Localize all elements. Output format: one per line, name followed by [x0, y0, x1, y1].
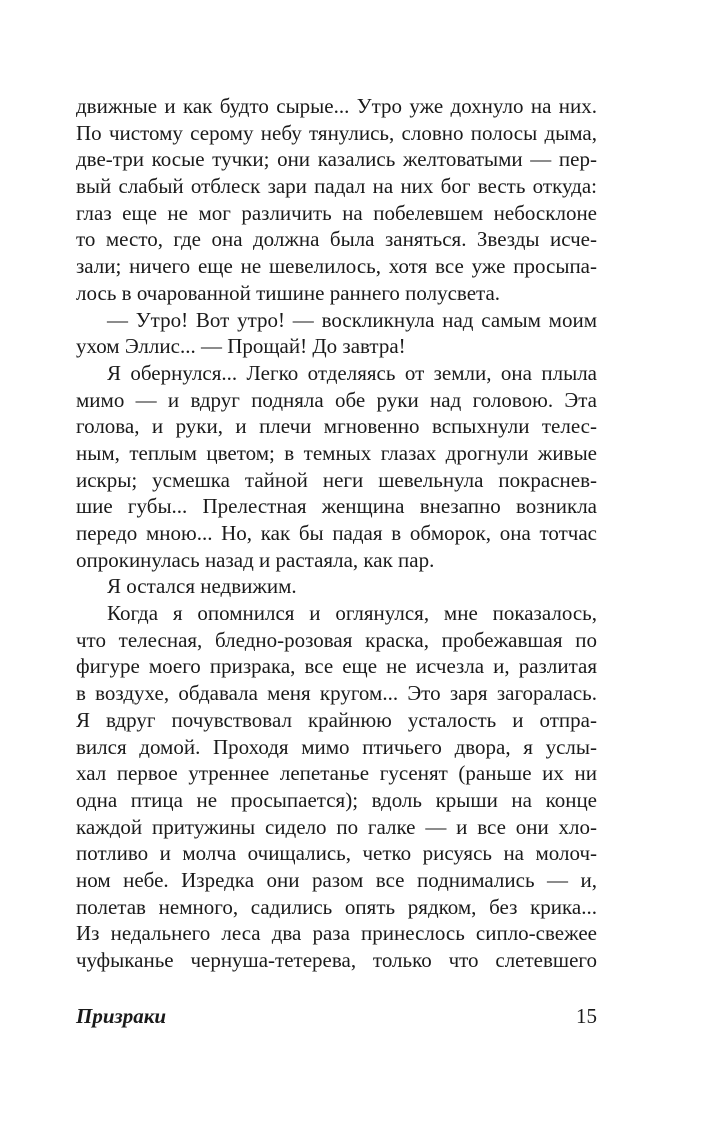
text-line: полетав немного, садились опять рядком, без крика... — [76, 894, 597, 919]
text-line: вился домой. Проходя мимо птичьего двора, я услы- — [76, 734, 597, 759]
text-line: каждой притужины сидело по галке — и все они хло- — [76, 814, 597, 839]
text-line: в воздухе, обдавала меня кругом... Это заря загоралась. — [76, 681, 597, 706]
page-footer — [76, 1004, 597, 1029]
text-line: Когда я опомнился и оглянулся, мне показалось, — [107, 601, 597, 626]
text-line: лось в очарованной тишине раннего полусвета. — [76, 280, 501, 305]
text-line: то место, где она должна была заняться. Звезды исче- — [76, 227, 597, 252]
text-line: шие губы... Прелестная женщина внезапно возникла — [76, 494, 597, 519]
text-line: ном небе. Изредка они разом все поднимались — и, — [76, 867, 597, 892]
text-line: две-три косые тучки; они казались желтоватыми — пер- — [76, 147, 597, 172]
page-number: 15 — [576, 1004, 597, 1028]
text-line: По чистому серому небу тянулись, словно полосы дыма, — [76, 120, 597, 145]
text-line: фигуре моего призрака, все еще не исчезла и, разлитая — [76, 654, 597, 679]
text-line: вый слабый отблеск зари падал на них бог весть откуда: — [76, 174, 597, 199]
text-line: передо мною... Но, как бы падая в обморок, она тотчас — [76, 521, 597, 545]
text-line: Я вдруг почувствовал крайнюю усталость и отпра- — [76, 707, 597, 732]
text-line: ухом Эллис... — Прощай! До завтра! — [76, 334, 406, 359]
text-line: движные и как будто сырые... Утро уже дохнуло на них. — [76, 94, 597, 118]
text-line: глаз еще не мог различить на побелевшем небосклоне — [76, 200, 597, 225]
text-line: голова, и руки, и плечи мгновенно вспыхнули телес- — [76, 414, 597, 439]
body-text — [76, 93, 597, 974]
text-line: мимо — и вдруг подняла обе руки над головою. Эта — [76, 387, 597, 412]
text-line: — Утро! Вот утро! — воскликнула над самым моим — [107, 307, 597, 332]
text-line: хал первое утреннее лепетанье гусенят (раньше их ни — [76, 761, 597, 786]
text-line: потливо и молча очищались, четко рисуясь на молоч- — [76, 841, 597, 866]
text-line: зали; ничего еще не шевелилось, хотя все уже просыпа- — [76, 254, 597, 279]
text-line: ным, теплым цветом; в темных глазах дрогнули живые — [76, 440, 597, 465]
running-title: Призраки — [76, 1004, 167, 1028]
text-line: чуфыканье чернуша-тетерева, только что слетевшего — [76, 948, 597, 972]
text-line: что телесная, бледно-розовая краска, пробежавшая по — [76, 627, 597, 652]
text-line: Из недальнего леса два раза принеслось сипло-свежее — [76, 921, 597, 946]
text-line: одна птица не просыпается); вдоль крыши на конце — [76, 787, 597, 812]
text-line: искры; усмешка тайной неги шевельнула покраснев- — [76, 467, 597, 492]
text-line: Я остался недвижим. — [107, 574, 297, 599]
text-line: Я обернулся... Легко отделяясь от земли, она плыла — [107, 360, 597, 385]
text-line: опрокинулась назад и растаяла, как пар. — [76, 547, 435, 572]
